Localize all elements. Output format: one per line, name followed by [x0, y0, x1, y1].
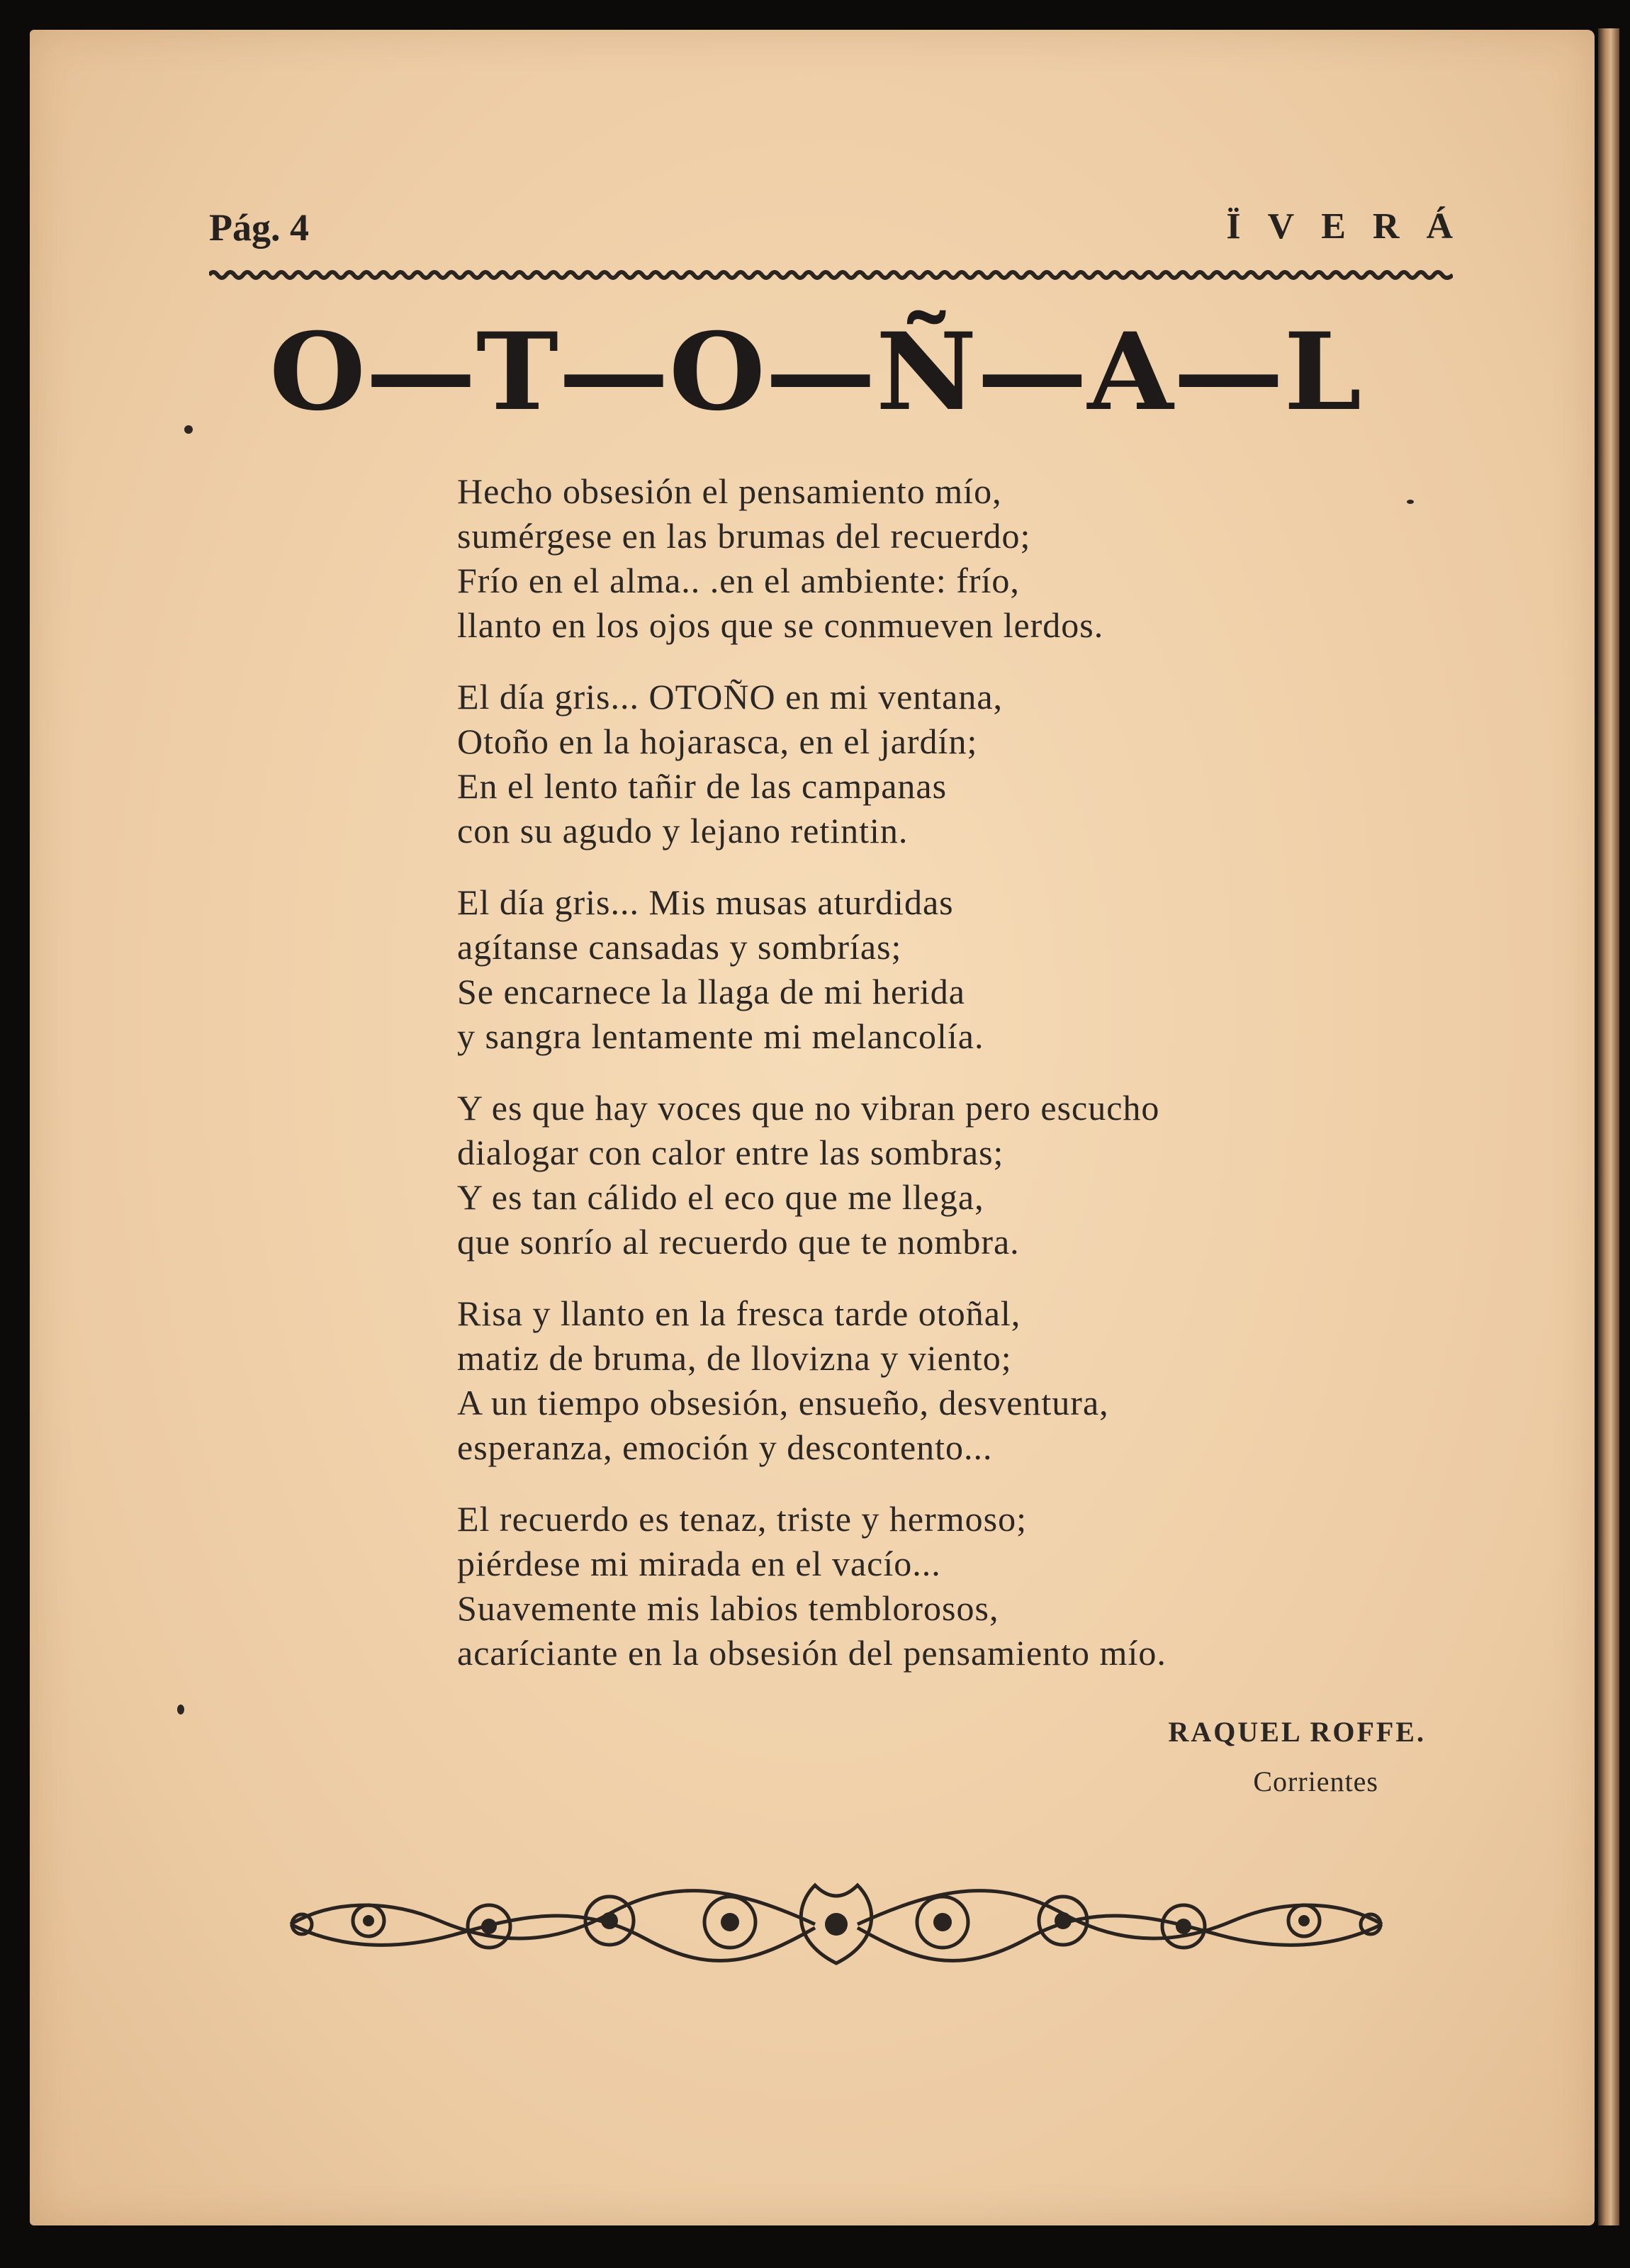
running-header [209, 206, 1480, 255]
author-place: Corrientes [1253, 1765, 1378, 1797]
poem-line: Otoño en la hojarasca, en el jardín; [457, 722, 978, 761]
poem-line: con su agudo y lejano retintin. [457, 811, 909, 850]
poem-line: Y es tan cálido el eco que me llega, [457, 1177, 984, 1217]
poem-line: El recuerdo es tenaz, triste y hermoso; [457, 1499, 1027, 1539]
stanza [457, 1497, 1400, 1675]
poem-line: llanto en los ojos que se conmueven lerdos. [457, 605, 1104, 645]
paper-spot [1407, 500, 1414, 504]
stanza [457, 1086, 1400, 1264]
paper-spot [177, 1705, 184, 1714]
poem-line: Frío en el alma.. .en el ambiente: frío, [457, 561, 1020, 600]
poem-title: O—T—O—Ñ—A—L [269, 310, 1362, 434]
stanza [457, 469, 1400, 648]
poem-line: Se encarnece la llaga de mi herida [457, 972, 965, 1011]
poem-line: El día gris... Mis musas aturdidas [457, 882, 954, 922]
poem-line: A un tiempo obsesión, ensueño, desventura, [457, 1383, 1109, 1422]
ornamental-rule [209, 268, 1453, 282]
book-spine-edge [1598, 28, 1619, 2225]
stanza [457, 675, 1400, 853]
paper-spot [184, 425, 193, 434]
journal-name: ÏVERÁ [1226, 206, 1480, 247]
decorative-vignette [276, 1871, 1396, 1977]
poem-line: Hecho obsesión el pensamiento mío, [457, 471, 1002, 511]
stanza [457, 880, 1400, 1059]
poem-line: Y es que hay voces que no vibran pero escucho [457, 1088, 1160, 1128]
poem-line: acaríciante en la obsesión del pensamiento mío. [457, 1633, 1167, 1673]
poem-line: El día gris... OTOÑO en mi ventana, [457, 677, 1004, 717]
page-number: Pág. 4 [209, 206, 309, 249]
poem-line: matiz de bruma, de llovizna y viento; [457, 1338, 1012, 1378]
poem-line: que sonrío al recuerdo que te nombra. [457, 1222, 1020, 1262]
poem-body [457, 469, 1400, 1702]
poem-line: Risa y llanto en la fresca tarde otoñal, [457, 1293, 1021, 1333]
poem-line: agítanse cansadas y sombrías; [457, 927, 902, 967]
stanza [457, 1291, 1400, 1470]
poem-line: Suavemente mis labios temblorosos, [457, 1588, 999, 1628]
poem-line: En el lento tañir de las campanas [457, 766, 948, 806]
author-name: RAQUEL ROFFE. [1168, 1716, 1426, 1748]
poem-line: sumérgese en las brumas del recuerdo; [457, 516, 1031, 556]
poem-line: piérdese mi mirada en el vacío... [457, 1544, 941, 1583]
poem-line: esperanza, emoción y descontento... [457, 1427, 993, 1467]
poem-line: dialogar con calor entre las sombras; [457, 1133, 1004, 1172]
poem-line: y sangra lentamente mi melancolía. [457, 1016, 984, 1056]
